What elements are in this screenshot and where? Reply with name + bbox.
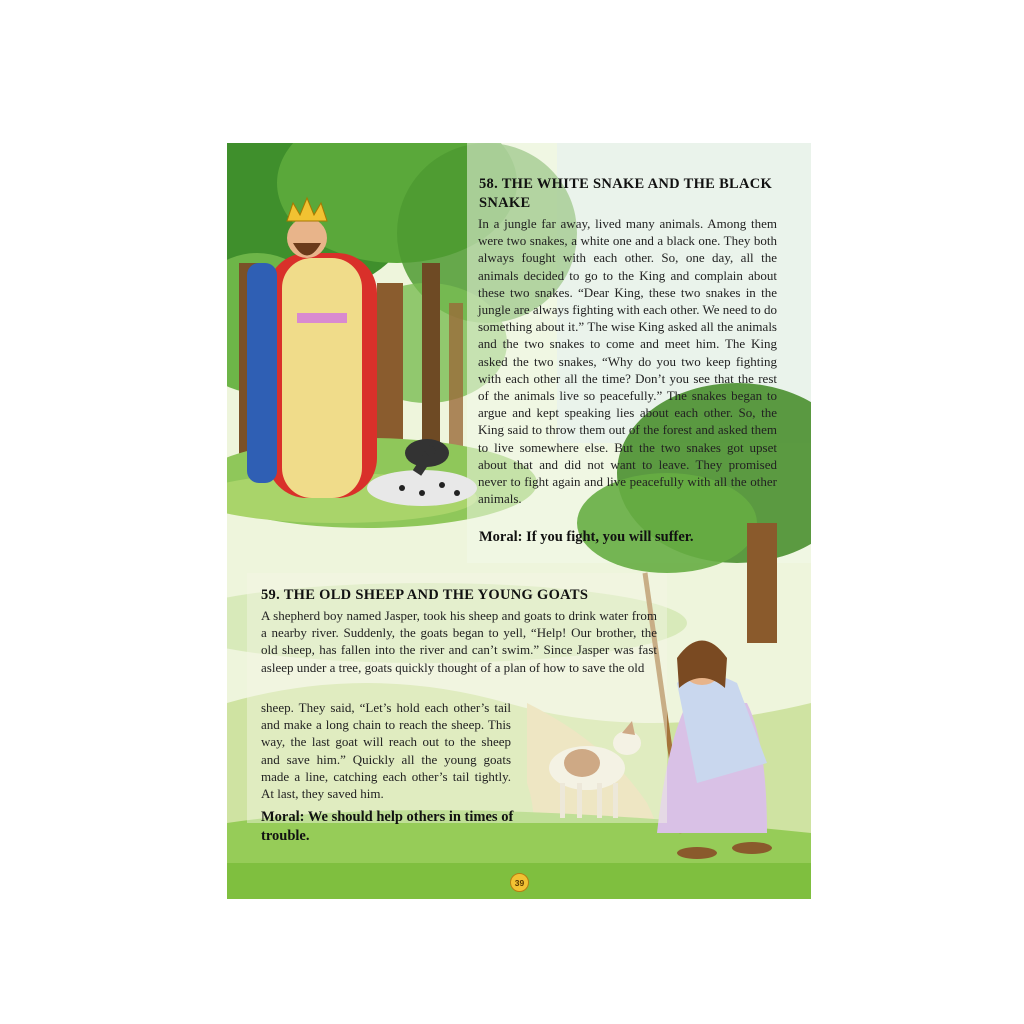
story-59-text-part1: A shepherd boy named Jasper, took his sheep and goats to drink water from a nearby river. Suddenly, the goats began to yell, “Help! Our brother, the old sheep, has fallen into the river and can’t swim.” Since Jasper was fast asleep under a tree, goats quickly thought of a plan of how to save the old — [261, 608, 657, 675]
story-58-text: In a jungle far away, lived many animals. Among them were two snakes, a white one and a black one. They both always fought with each other. So, one day, all the animals decided to go to the King and complain about these two snakes. “Dear King, these two snakes in the jungle are always fighting with each other. We need to do something about it.” The wise King asked all the animals and the two snakes to come and meet him. The King asked the two snakes, “Why do you two keep fighting with each other all the time? Don’t you see that the rest of the animals live so peacefully.” The snakes began to argue and kept speaking lies about each other. So, the King said to throw them out of the forest and asked them to live somewhere else. But the two snakes got upset about that and did not want to leave. They promised never to fight again and live peacefully with all the other animals. — [478, 216, 777, 507]
page-number-badge: 39 — [510, 873, 529, 892]
story-58-moral: Moral: If you fight, you will suffer. — [479, 529, 694, 545]
story-58-title: 58. THE WHITE SNAKE AND THE BLACK SNAKE — [479, 176, 773, 211]
story-59-text-part2: sheep. They said, “Let’s hold each other’s tail and make a long chain to reach the sheep. This way, the last goat will reach out to the sheep and save him.” Quickly all the young goats made a line, catching each other’s tail tightly. At last, they saved him. — [261, 700, 511, 802]
book-page — [227, 143, 811, 899]
story-59-moral: Moral: We should help others in times of trouble. — [261, 809, 514, 844]
story-59-title: 59. THE OLD SHEEP AND THE YOUNG GOATS — [261, 587, 589, 603]
